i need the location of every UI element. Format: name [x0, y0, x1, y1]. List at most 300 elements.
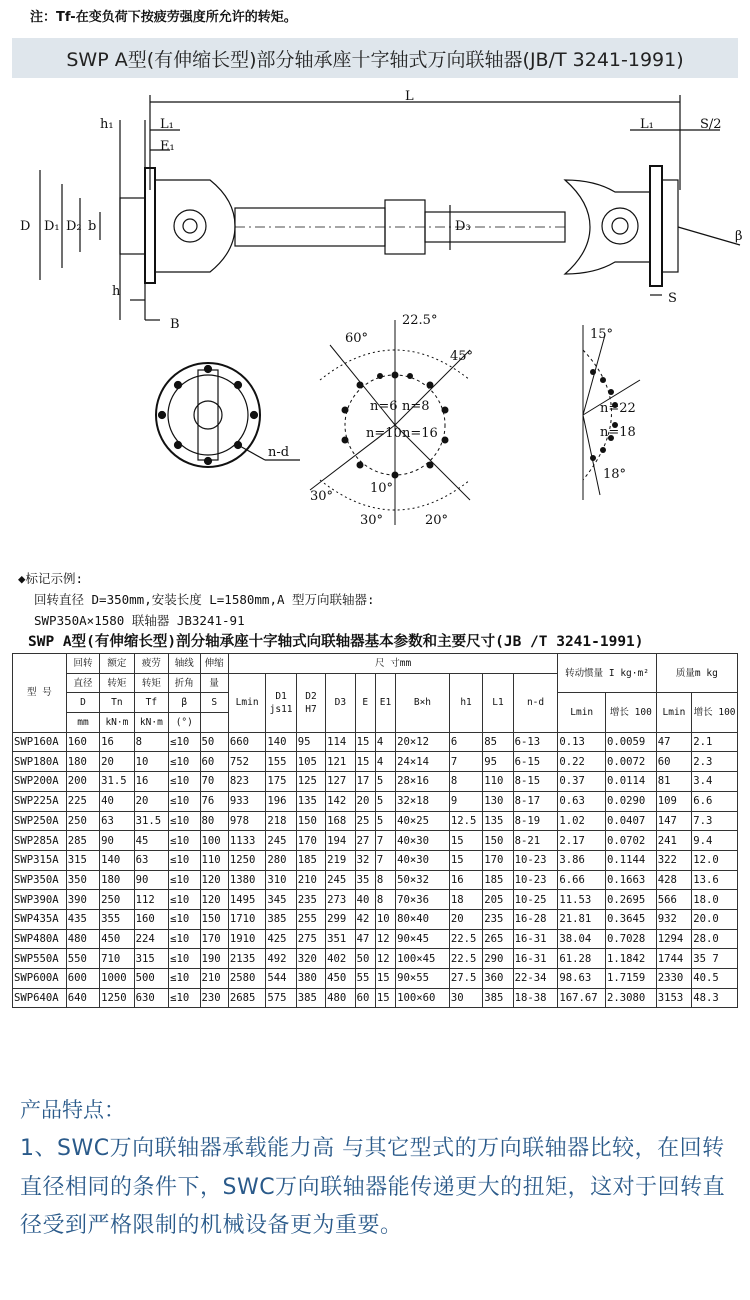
label-D3: D₃	[455, 219, 471, 234]
header-Tf-1: 疲劳	[134, 654, 168, 674]
header-L1: L1	[483, 673, 513, 732]
table-cell: 63	[100, 811, 134, 831]
label-L1-left: L₁	[160, 117, 174, 132]
table-cell: 385	[266, 909, 296, 929]
table-cell: ≤10	[169, 988, 200, 1008]
table-cell: 500	[134, 969, 168, 989]
side-view-labels	[20, 89, 743, 332]
table-cell: 16	[100, 732, 134, 752]
table-cell: 48.3	[692, 988, 738, 1008]
table-cell: 16-31	[513, 929, 558, 949]
table-cell: 194	[326, 831, 355, 851]
table-cell: 402	[326, 949, 355, 969]
table-cell: 480	[326, 988, 355, 1008]
table-cell: 435	[66, 909, 99, 929]
table-cell: 25	[355, 811, 375, 831]
table-cell: 345	[266, 890, 296, 910]
coupling-side-view	[40, 95, 740, 320]
table-cell: 390	[66, 890, 99, 910]
product-features	[20, 1094, 742, 1246]
header-beta-2: 折角	[169, 673, 200, 693]
table-cell: ≤10	[169, 890, 200, 910]
table-cell: 6-13	[513, 732, 558, 752]
table-cell: 0.7028	[606, 929, 657, 949]
header-E: E	[355, 673, 375, 732]
table-cell: 175	[266, 772, 296, 792]
table-cell: 35 7	[692, 949, 738, 969]
spec-table	[12, 653, 738, 1008]
table-cell: ≤10	[169, 850, 200, 870]
table-cell: 1744	[656, 949, 691, 969]
table-cell: 8-19	[513, 811, 558, 831]
table-cell: 47	[656, 732, 691, 752]
table-cell: 10	[375, 909, 395, 929]
label-S: S	[668, 291, 677, 306]
table-row	[13, 909, 738, 929]
label-E1: E₁	[160, 139, 175, 154]
header-beta-1: 轴线	[169, 654, 200, 674]
table-cell: 255	[296, 909, 325, 929]
table-cell: 8	[449, 772, 482, 792]
table-cell: ≤10	[169, 811, 200, 831]
table-cell: 10	[134, 752, 168, 772]
table-cell: 0.1144	[606, 850, 657, 870]
table-cell: 40×25	[396, 811, 450, 831]
table-cell: 120	[200, 890, 228, 910]
table-cell: SWP225A	[13, 791, 67, 811]
table-cell: SWP600A	[13, 969, 67, 989]
technical-drawing	[0, 80, 750, 560]
table-cell: 450	[100, 929, 134, 949]
table-cell: 63	[134, 850, 168, 870]
table-cell: 90	[100, 831, 134, 851]
table-cell: 285	[66, 831, 99, 851]
table-cell: 20	[449, 909, 482, 929]
table-cell: 660	[228, 732, 266, 752]
table-cell: 1380	[228, 870, 266, 890]
table-cell: 275	[296, 929, 325, 949]
table-cell: 20	[100, 752, 134, 772]
table-cell: 135	[296, 791, 325, 811]
table-cell: 0.22	[558, 752, 606, 772]
table-cell: 80×40	[396, 909, 450, 929]
table-cell: 1.02	[558, 811, 606, 831]
table-cell: 235	[483, 909, 513, 929]
features-title: 产品特点：	[20, 1098, 125, 1122]
table-cell: 2135	[228, 949, 266, 969]
table-cell: 32×18	[396, 791, 450, 811]
table-cell: 125	[296, 772, 325, 792]
table-cell: 105	[296, 752, 325, 772]
table-row	[13, 988, 738, 1008]
header-inertia-Lmin: Lmin	[558, 693, 606, 732]
table-cell: 224	[134, 929, 168, 949]
table-cell: 5	[375, 772, 395, 792]
table-cell: 299	[326, 909, 355, 929]
table-cell: 45	[134, 831, 168, 851]
table-cell: 575	[266, 988, 296, 1008]
table-cell: 40.5	[692, 969, 738, 989]
table-cell: 40×30	[396, 831, 450, 851]
table-row	[13, 969, 738, 989]
table-cell: 40×30	[396, 850, 450, 870]
table-cell: 544	[266, 969, 296, 989]
table-cell: 18	[449, 890, 482, 910]
table-cell: 351	[326, 929, 355, 949]
table-cell: SWP435A	[13, 909, 67, 929]
table-cell: 0.2695	[606, 890, 657, 910]
table-cell: 241	[656, 831, 691, 851]
table-cell: SWP480A	[13, 929, 67, 949]
table-cell: 1910	[228, 929, 266, 949]
table-row	[13, 811, 738, 831]
table-cell: 16	[134, 772, 168, 792]
table-cell: 480	[66, 929, 99, 949]
table-cell: 355	[100, 909, 134, 929]
table-cell: 100×60	[396, 988, 450, 1008]
table-cell: 40	[100, 791, 134, 811]
table-cell: 32	[355, 850, 375, 870]
header-Tn-3: Tn	[100, 693, 134, 713]
table-cell: 8-17	[513, 791, 558, 811]
spec-table-body	[13, 732, 738, 1008]
header-D-4: mm	[66, 713, 99, 733]
table-cell: 185	[483, 870, 513, 890]
table-cell: 15	[375, 988, 395, 1008]
table-cell: 13.6	[692, 870, 738, 890]
table-cell: 2.3080	[606, 988, 657, 1008]
label-D: D	[20, 219, 31, 234]
table-cell: 90×45	[396, 929, 450, 949]
label-S-half: S/2	[700, 117, 722, 132]
table-cell: ≤10	[169, 772, 200, 792]
table-cell: 150	[200, 909, 228, 929]
table-cell: 15	[355, 732, 375, 752]
table-cell: 55	[355, 969, 375, 989]
table-cell: 600	[66, 969, 99, 989]
table-cell: 450	[326, 969, 355, 989]
table-cell: ≤10	[169, 732, 200, 752]
table-cell: 12.0	[692, 850, 738, 870]
table-cell: 100	[200, 831, 228, 851]
table-cell: 8	[134, 732, 168, 752]
table-cell: 210	[200, 969, 228, 989]
table-cell: 978	[228, 811, 266, 831]
table-cell: 0.1663	[606, 870, 657, 890]
table-cell: 70	[200, 772, 228, 792]
table-cell: SWP180A	[13, 752, 67, 772]
table-cell: 22.5	[449, 929, 482, 949]
table-cell: 0.63	[558, 791, 606, 811]
table-cell: 235	[296, 890, 325, 910]
table-cell: SWP350A	[13, 870, 67, 890]
table-cell: 15	[355, 752, 375, 772]
table-cell: 640	[66, 988, 99, 1008]
table-row	[13, 890, 738, 910]
table-cell: 16	[449, 870, 482, 890]
table-cell: 2.1	[692, 732, 738, 752]
table-cell: 190	[200, 949, 228, 969]
table-cell: 28×16	[396, 772, 450, 792]
table-cell: 1495	[228, 890, 266, 910]
header-S-3: S	[200, 693, 228, 713]
table-cell: 38.04	[558, 929, 606, 949]
table-cell: 350	[66, 870, 99, 890]
table-cell: 1250	[100, 988, 134, 1008]
table-cell: SWP250A	[13, 811, 67, 831]
table-cell: 322	[656, 850, 691, 870]
table-cell: 15	[375, 969, 395, 989]
header-S-4	[200, 713, 228, 733]
header-D-1: 回转	[66, 654, 99, 674]
torque-note: 注：Tf-在变负荷下按疲劳强度所允许的转矩。	[30, 10, 297, 25]
label-D1: D₁	[44, 219, 60, 234]
table-cell: 3.4	[692, 772, 738, 792]
table-cell: 360	[483, 969, 513, 989]
header-S-1: 伸缩	[200, 654, 228, 674]
table-cell: ≤10	[169, 831, 200, 851]
table-cell: 320	[296, 949, 325, 969]
table-cell: 22.5	[449, 949, 482, 969]
label-angle-30a: 30°	[310, 489, 334, 504]
table-row	[13, 850, 738, 870]
table-cell: 315	[134, 949, 168, 969]
table-cell: 60	[656, 752, 691, 772]
table-cell: 380	[296, 969, 325, 989]
table-cell: 4	[375, 732, 395, 752]
header-size: 尺 寸mm	[228, 654, 558, 674]
table-cell: 80	[200, 811, 228, 831]
table-cell: 1.1842	[606, 949, 657, 969]
label-beta: β	[735, 229, 743, 244]
label-n16: n=16	[402, 426, 438, 441]
table-cell: 147	[656, 811, 691, 831]
table-cell: 135	[483, 811, 513, 831]
header-S-2: 量	[200, 673, 228, 693]
table-cell: 168	[326, 811, 355, 831]
label-angle-18: 18°	[603, 467, 627, 482]
table-cell: 8	[375, 870, 395, 890]
table-cell: 6.6	[692, 791, 738, 811]
label-angle-45: 45°	[450, 349, 474, 364]
table-cell: 21.81	[558, 909, 606, 929]
label-n22: n=22	[600, 401, 636, 416]
table-cell: 245	[266, 831, 296, 851]
table-cell: 8	[375, 890, 395, 910]
header-D1: D1 js11	[266, 673, 296, 732]
label-h1: h₁	[100, 117, 114, 132]
table-cell: 81	[656, 772, 691, 792]
table-cell: 7	[449, 752, 482, 772]
table-cell: 170	[296, 831, 325, 851]
label-n10: n=10	[366, 426, 402, 441]
table-cell: ≤10	[169, 870, 200, 890]
table-cell: 31.5	[100, 772, 134, 792]
table-cell: 60	[200, 752, 228, 772]
page-title: SWP A型(有伸缩长型)部分轴承座十字轴式万向联轴器(JB/T 3241-1991)	[12, 38, 738, 78]
table-cell: 265	[483, 929, 513, 949]
table-cell: 150	[296, 811, 325, 831]
marking-example-line2: SWP350A×1580 联轴器 JB3241-91	[34, 613, 245, 628]
table-cell: 250	[100, 890, 134, 910]
table-cell: 110	[200, 850, 228, 870]
table-cell: 550	[66, 949, 99, 969]
table-cell: 10-25	[513, 890, 558, 910]
table-cell: 933	[228, 791, 266, 811]
table-cell: 160	[66, 732, 99, 752]
table-cell: 12.5	[449, 811, 482, 831]
table-cell: 15	[449, 850, 482, 870]
table-cell: 1250	[228, 850, 266, 870]
table-cell: 61.28	[558, 949, 606, 969]
header-h1: h1	[449, 673, 482, 732]
header-inertia: 转动惯量 I kg·m²	[558, 654, 656, 693]
header-D-3: D	[66, 693, 99, 713]
table-title: SWP A型(有伸缩长型)剖分轴承座十字轴式向联轴器基本参数和主要尺寸(JB /T 3241-1991)	[28, 634, 644, 650]
table-cell: 100×45	[396, 949, 450, 969]
header-Tn-4: kN·m	[100, 713, 134, 733]
table-cell: 823	[228, 772, 266, 792]
table-cell: 290	[483, 949, 513, 969]
table-cell: 170	[200, 929, 228, 949]
table-cell: 98.63	[558, 969, 606, 989]
table-cell: 5	[375, 811, 395, 831]
table-cell: 932	[656, 909, 691, 929]
table-cell: 109	[656, 791, 691, 811]
table-cell: 2.3	[692, 752, 738, 772]
table-cell: 17	[355, 772, 375, 792]
header-E1: E1	[375, 673, 395, 732]
table-cell: 200	[66, 772, 99, 792]
table-cell: 24×14	[396, 752, 450, 772]
header-mass-Lmin: Lmin	[656, 693, 691, 732]
table-cell: ≤10	[169, 752, 200, 772]
header-Lmin: Lmin	[228, 673, 266, 732]
label-angle-60: 60°	[345, 331, 369, 346]
table-cell: 280	[266, 850, 296, 870]
table-cell: 42	[355, 909, 375, 929]
table-cell: 50×32	[396, 870, 450, 890]
label-angle-30b: 30°	[360, 513, 384, 528]
table-cell: 76	[200, 791, 228, 811]
table-cell: 31.5	[134, 811, 168, 831]
header-Tn-1: 额定	[100, 654, 134, 674]
header-inertia-inc: 增长 100	[606, 693, 657, 732]
header-beta-3: β	[169, 693, 200, 713]
header-beta-4: (°)	[169, 713, 200, 733]
table-cell: 205	[483, 890, 513, 910]
table-cell: 167.67	[558, 988, 606, 1008]
label-L1-right: L₁	[640, 117, 654, 132]
table-cell: 3153	[656, 988, 691, 1008]
label-n18: n=18	[600, 425, 636, 440]
table-cell: 752	[228, 752, 266, 772]
table-cell: 218	[266, 811, 296, 831]
table-cell: 60	[355, 988, 375, 1008]
table-cell: 492	[266, 949, 296, 969]
table-cell: 70×36	[396, 890, 450, 910]
table-cell: SWP285A	[13, 831, 67, 851]
label-n6: n=6	[370, 399, 398, 414]
table-cell: 20	[134, 791, 168, 811]
label-n-d: n-d	[268, 445, 290, 460]
table-cell: 8-15	[513, 772, 558, 792]
table-cell: 250	[66, 811, 99, 831]
table-cell: ≤10	[169, 909, 200, 929]
table-cell: 210	[296, 870, 325, 890]
table-cell: 9.4	[692, 831, 738, 851]
table-row	[13, 870, 738, 890]
table-cell: 121	[326, 752, 355, 772]
table-cell: 315	[66, 850, 99, 870]
table-cell: 20×12	[396, 732, 450, 752]
table-cell: 6	[449, 732, 482, 752]
table-cell: 185	[296, 850, 325, 870]
table-cell: ≤10	[169, 791, 200, 811]
table-cell: 27	[355, 831, 375, 851]
marking-example-title: ◆标记示例:	[18, 571, 84, 586]
table-cell: 95	[483, 752, 513, 772]
table-cell: 1294	[656, 929, 691, 949]
table-cell: 4	[375, 752, 395, 772]
table-cell: SWP640A	[13, 988, 67, 1008]
table-header-row-1	[13, 654, 738, 674]
header-mass-inc: 增长 100	[692, 693, 738, 732]
marking-example	[18, 568, 375, 631]
table-cell: 2685	[228, 988, 266, 1008]
table-cell: 16-28	[513, 909, 558, 929]
table-cell: 0.3645	[606, 909, 657, 929]
label-angle-15: 15°	[590, 327, 614, 342]
header-Tf-4: kN·m	[134, 713, 168, 733]
table-cell: 18.0	[692, 890, 738, 910]
table-cell: 11.53	[558, 890, 606, 910]
table-cell: 30	[449, 988, 482, 1008]
table-cell: 16-31	[513, 949, 558, 969]
table-cell: 1000	[100, 969, 134, 989]
table-cell: 0.37	[558, 772, 606, 792]
table-cell: 2.17	[558, 831, 606, 851]
table-cell: 114	[326, 732, 355, 752]
table-cell: 630	[134, 988, 168, 1008]
table-row	[13, 772, 738, 792]
table-row	[13, 732, 738, 752]
table-cell: 10-23	[513, 870, 558, 890]
label-h: h	[112, 284, 121, 299]
table-cell: 95	[296, 732, 325, 752]
table-cell: 120	[200, 870, 228, 890]
table-cell: 150	[483, 831, 513, 851]
table-cell: 196	[266, 791, 296, 811]
table-cell: 10-23	[513, 850, 558, 870]
table-cell: 385	[483, 988, 513, 1008]
table-cell: 385	[296, 988, 325, 1008]
table-cell: 7	[375, 850, 395, 870]
table-row	[13, 929, 738, 949]
table-cell: 0.0702	[606, 831, 657, 851]
table-cell: 18-38	[513, 988, 558, 1008]
table-row	[13, 791, 738, 811]
header-D2: D2 H7	[296, 673, 325, 732]
table-cell: 2330	[656, 969, 691, 989]
label-n8: n=8	[402, 399, 430, 414]
table-cell: 0.0072	[606, 752, 657, 772]
table-cell: 219	[326, 850, 355, 870]
table-cell: 3.86	[558, 850, 606, 870]
table-cell: 110	[483, 772, 513, 792]
table-cell: 50	[200, 732, 228, 752]
label-D2: D₂	[66, 219, 82, 234]
